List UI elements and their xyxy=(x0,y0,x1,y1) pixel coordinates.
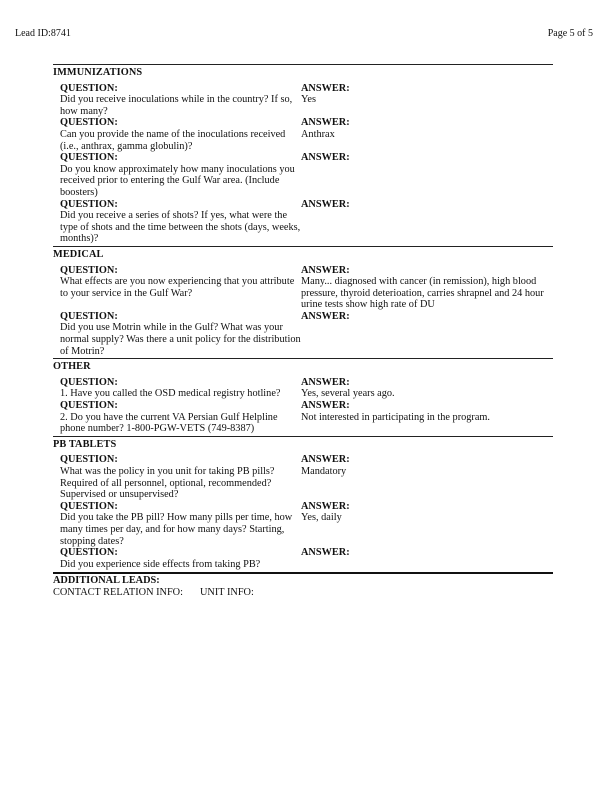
question-text: Can you provide the name of the inoculations received (i.e., anthrax, gamma globulin)? xyxy=(60,128,286,152)
question-label: QUESTION: xyxy=(60,82,118,94)
section-title: OTHER xyxy=(53,361,91,373)
section-other xyxy=(53,358,553,435)
question-text: Did you experience side effects from taking PB? xyxy=(60,558,261,570)
question-label: QUESTION: xyxy=(60,400,118,412)
contact-relation-label: CONTACT RELATION INFO: xyxy=(53,586,183,598)
qa-item xyxy=(60,83,553,118)
answer-label: ANSWER: xyxy=(301,152,350,164)
answer-text: Anthrax xyxy=(301,128,335,140)
question-label: QUESTION: xyxy=(60,198,118,210)
answer-label: ANSWER: xyxy=(301,400,350,412)
qa-item xyxy=(60,377,553,400)
question-text: What was the policy in you unit for taking PB pills? Required of all personnel, optional, recommended? Supervised or unsupervised? xyxy=(60,466,275,501)
qa-item xyxy=(60,199,553,245)
qa-item xyxy=(60,265,553,311)
question-label: QUESTION: xyxy=(60,310,118,322)
section-additional-leads xyxy=(53,572,553,598)
answer-label: ANSWER: xyxy=(301,117,350,129)
question-label: QUESTION: xyxy=(60,376,118,388)
answer-text: Mandatory xyxy=(301,466,347,477)
question-text: Did you receive inoculations while in the country? If so, how many? xyxy=(60,94,293,117)
answer-label: ANSWER: xyxy=(301,82,350,94)
qa-item xyxy=(60,152,553,198)
answer-label: ANSWER: xyxy=(301,310,350,322)
unit-info-label: UNIT INFO: xyxy=(199,586,254,598)
answer-text: Yes, several years ago. xyxy=(301,388,395,400)
answer-text: Many... diagnosed with cancer (in remission), high blood pressure, thyroid deterioation, carries shrapnel and 24 hour urine tests show high rate of DU xyxy=(301,276,544,311)
answer-text: Not interested in participating in the program. xyxy=(301,411,491,423)
question-text: 2. Do you have the current VA Persian Gulf Helpline phone number? 1-800-PGW-VETS (749-8387) xyxy=(60,411,278,435)
qa-item xyxy=(60,547,553,570)
answer-text: Yes, daily xyxy=(301,512,342,524)
answer-text: Yes xyxy=(301,94,316,106)
section-title: PB TABLETS xyxy=(53,438,117,450)
answer-label: ANSWER: xyxy=(301,376,350,388)
lead-id: Lead ID:8741 xyxy=(15,28,71,39)
section-immunizations xyxy=(53,64,553,245)
question-label: QUESTION: xyxy=(60,264,118,276)
form-body xyxy=(53,64,553,599)
question-text: Did you take the PB pill? How many pills per time, how many times per day, and for how many days? Starting, stopping dates? xyxy=(60,512,293,547)
qa-item xyxy=(60,117,553,152)
contact-line xyxy=(53,587,553,599)
section-title: IMMUNIZATIONS xyxy=(53,67,143,78)
qa-item xyxy=(60,400,553,435)
question-text: Do you know approximately how many inoculations you received prior to entering the Gulf War area. (Include boosters) xyxy=(60,163,295,198)
answer-label: ANSWER: xyxy=(301,264,350,276)
question-label: QUESTION: xyxy=(60,117,118,129)
question-label: QUESTION: xyxy=(60,454,118,466)
answer-label: ANSWER: xyxy=(301,500,350,512)
answer-label: ANSWER: xyxy=(301,198,350,210)
qa-item xyxy=(60,454,553,500)
section-medical xyxy=(53,246,553,357)
answer-label: ANSWER: xyxy=(301,454,350,466)
question-label: QUESTION: xyxy=(60,152,118,164)
additional-leads-title: ADDITIONAL LEADS: xyxy=(53,575,160,587)
question-text: Did you receive a series of shots? If yes, what were the type of shots and the time between the shots (days, weeks, months)? xyxy=(60,210,301,245)
question-label: QUESTION: xyxy=(60,547,118,559)
section-pb-tablets xyxy=(53,436,553,571)
answer-label: ANSWER: xyxy=(301,547,350,559)
question-label: QUESTION: xyxy=(60,500,118,512)
section-title: MEDICAL xyxy=(53,248,104,260)
question-text: 1. Have you called the OSD medical registry hotline? xyxy=(60,388,281,400)
question-text: What effects are you now experiencing that you attribute to your service in the Gulf War? xyxy=(60,276,295,299)
question-text: Did you use Motrin while in the Gulf? What was your normal supply? Was there a unit policy for the distribution of Motrin? xyxy=(60,322,301,357)
page-number: Page 5 of 5 xyxy=(547,28,593,39)
qa-item xyxy=(60,311,553,357)
qa-item xyxy=(60,501,553,547)
